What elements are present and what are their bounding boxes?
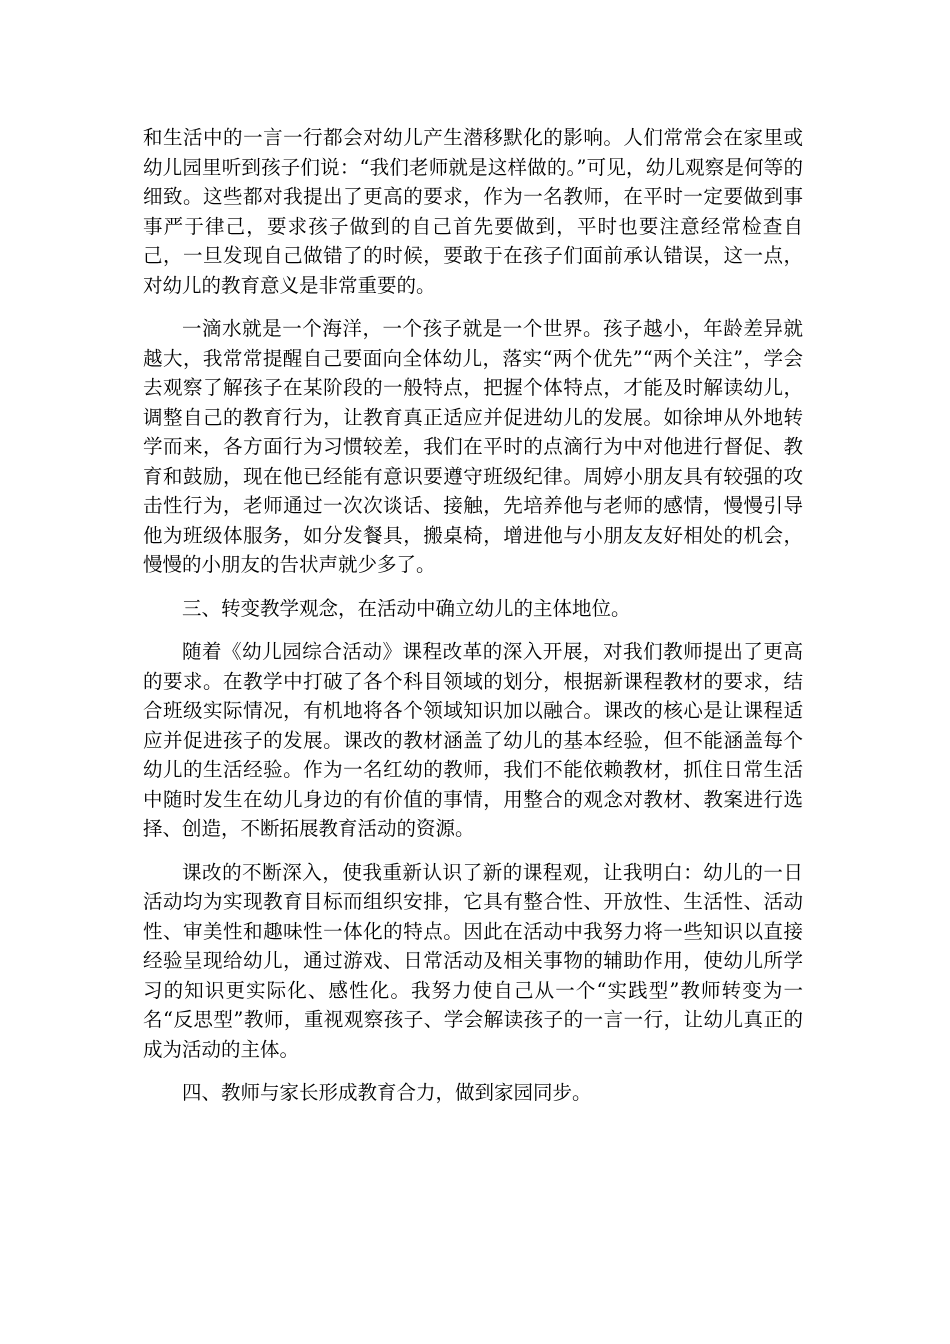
paragraph-individual-differences: 一滴水就是一个海洋，一个孩子就是一个世界。孩子越小，年龄差异就越大，我常常提醒自己要面向全体幼儿，落实“两个优先”“两个关注”，学会去观察了解孩子在某阶段的一般特点，把握个体特点，才能及时解读幼儿，调整自己的教育行为，让教育真正适应并促进幼儿的发展。如徐坤从外地转学而来，各方面行为习惯较差，我们在平时的点滴行为中对他进行督促、教育和鼓励，现在他已经能有意识要遵守班级纪律。周婷小朋友具有较强的攻击性行为，老师通过一次次谈话、接触，先培养他与老师的感情，慢慢引导他为班级体服务，如分发餐具，搬桌椅，增进他与小朋友友好相处的机会，慢慢的小朋友的告状声就少多了。 xyxy=(143,317,803,576)
paragraph-teacher-example: 和生活中的一言一行都会对幼儿产生潜移默化的影响。人们常常会在家里或幼儿园里听到孩子们说：“我们老师就是这样做的。”可见，幼儿观察是何等的细致。这些都对我提出了更高的要求，作为一名教师，在平时一定要做到事事严于律己，要求孩子做到的自己首先要做到，平时也要注意经常检查自己，一旦发现自己做错了的时候，要敢于在孩子们面前承认错误，这一点，对幼儿的教育意义是非常重要的。 xyxy=(143,126,803,297)
paragraph-curriculum-view: 课改的不断深入，使我重新认识了新的课程观，让我明白：幼儿的一日活动均为实现教育目标而组织安排，它具有整合性、开放性、生活性、活动性、审美性和趣味性一体化的特点。因此在活动中我努力将一些知识以直接经验呈现给幼儿，通过游戏、日常活动及相关事物的辅助作用，使幼儿所学习的知识更实际化、感性化。我努力使自己从一个“实践型”教师转变为一名“反思型”教师，重视观察孩子、学会解读孩子的一言一行，让幼儿真正的成为活动的主体。 xyxy=(143,860,803,1061)
section-heading-4: 四、教师与家长形成教育合力，做到家园同步。 xyxy=(182,1081,592,1104)
document-page xyxy=(143,123,803,1122)
section-heading-3: 三、转变教学观念，在活动中确立幼儿的主体地位。 xyxy=(182,596,631,620)
paragraph-curriculum-reform: 随着《幼儿园综合活动》课程改革的深入开展，对我们教师提出了更高的要求。在教学中打破了各个科目领域的划分，根据新课程教材的要求，结合班级实际情况，有机地将各个领域知识加以融合。课改的核心是让课程适应并促进孩子的发展。课改的教材涵盖了幼儿的基本经验，但不能涵盖每个幼儿的生活经验。作为一名红幼的教师，我们不能依赖教材，抓住日常生活中随时发生在幼儿身边的有价值的事情，用整合的观念对教材、教案进行选择、创造，不断拓展教育活动的资源。 xyxy=(143,640,803,840)
